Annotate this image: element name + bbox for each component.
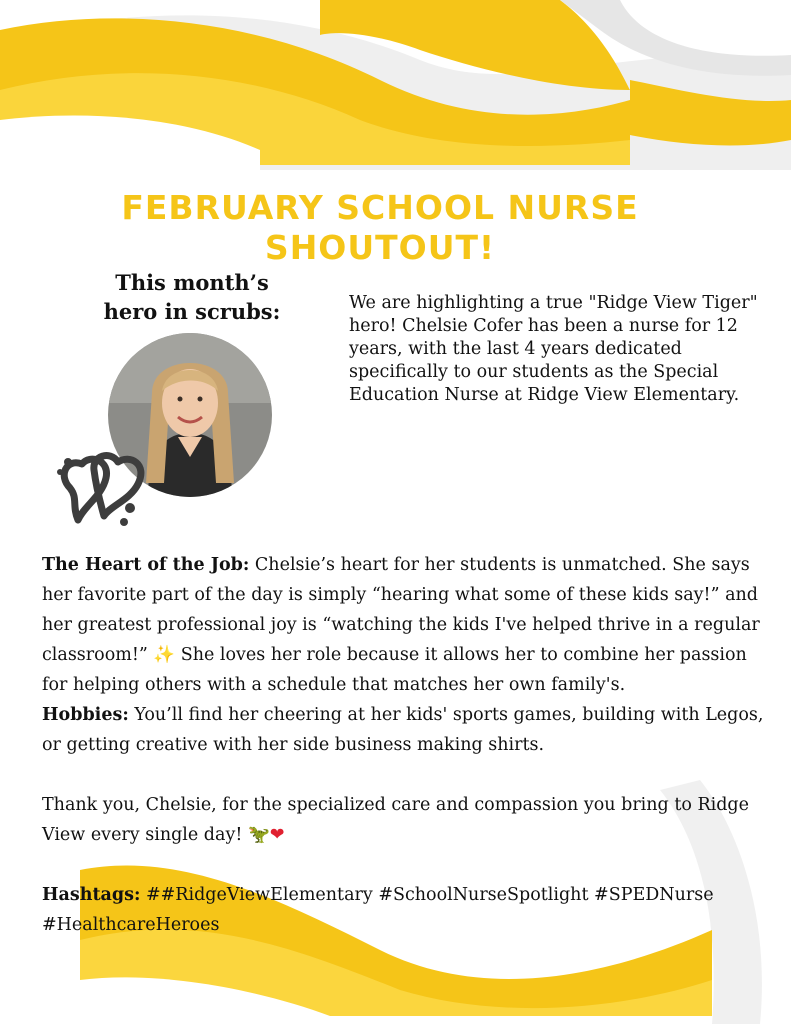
red-heart-icon: ❤ [269,825,285,845]
heart-of-job-label: The Heart of the Job: [42,555,250,575]
page-title [60,188,700,268]
hobbies-paragraph [42,700,772,760]
article-body [42,550,772,940]
hero-caption-line-1: This month’s [115,270,269,295]
hobbies-label: Hobbies: [42,705,129,725]
hashtags-paragraph [42,880,772,940]
double-heart-icon [48,440,158,540]
dinosaur-icon: 🦖 [247,825,270,845]
hero-caption-line-2: hero in scrubs: [103,299,281,324]
title-line-1: FEBRUARY SCHOOL NURSE [121,188,639,227]
thanks-text: Thank you, Chelsie, for the specialized care and compassion you bring to Ridge View every single day! [42,795,749,845]
intro-paragraph: We are highlighting a true "Ridge View Tiger" hero! Chelsie Cofer has been a nurse for 12 years, with the last 4 years dedicated specifically to our students as the Special Education Nurse at Ridge View Elementary. [349,293,758,405]
heart-of-job-paragraph [42,550,772,700]
hobbies-text: You’ll find her cheering at her kids' sports games, building with Legos, or getting creative with her side business making shirts. [42,705,764,755]
hashtags-label: Hashtags: [42,885,141,905]
hero-caption [72,268,312,326]
top-wave-decoration [0,0,791,170]
sparkle-icon: ✨ [153,645,176,665]
heart-of-job-text-after: She loves her role because it allows her to combine her passion for helping others with a schedule that matches her own family's. [42,645,747,695]
title-line-2: SHOUTOUT! [264,228,496,267]
heart-of-job-text: Chelsie’s heart for her students is unmatched. She says her favorite part of the day is simply “hearing what some of these kids say!” and her greatest professional joy is “watching the kids I've helped thrive in a regular classroom!” [42,555,760,665]
thanks-paragraph [42,790,772,850]
hashtags-text: ##RidgeViewElementary #SchoolNurseSpotlight #SPEDNurse #HealthcareHeroes [42,885,714,935]
